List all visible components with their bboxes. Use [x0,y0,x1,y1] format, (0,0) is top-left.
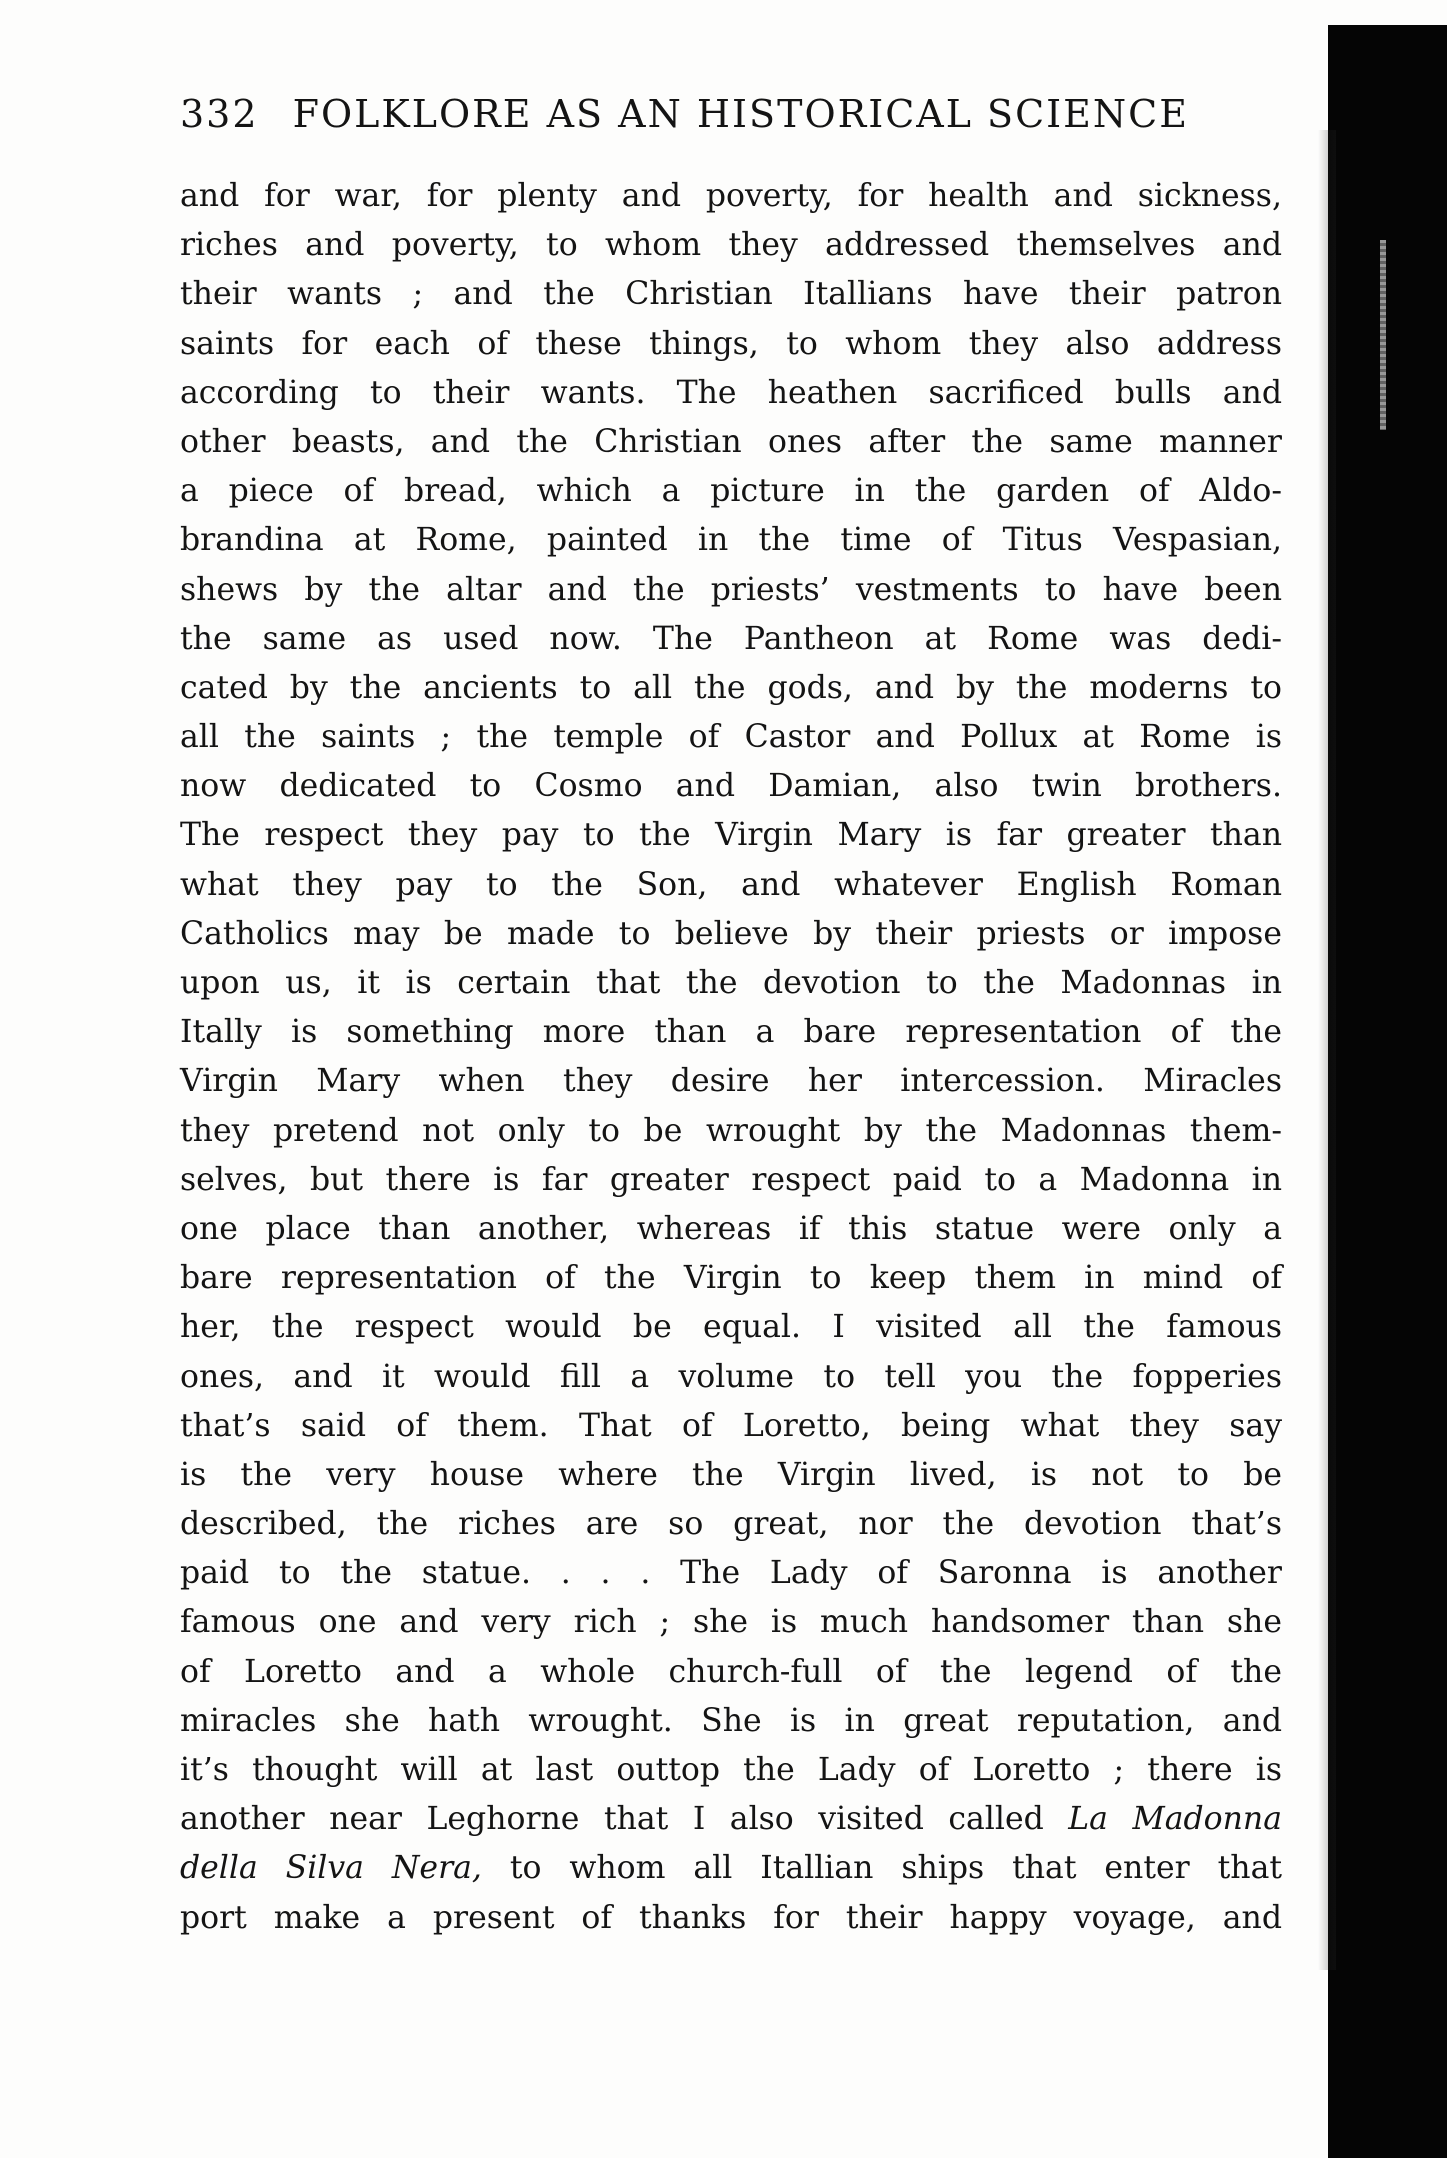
text-line: Virgin Mary when they desire her intercession. Miracles [180,1063,1282,1100]
text-line: upon us, it is certain that the devotion to the Madonnas in [180,965,1282,1001]
text-line: described, the riches are so great, nor the devotion that’s [180,1506,1282,1543]
running-head: FOLKLORE AS AN HISTORICAL SCIENCE [292,92,1189,136]
text-line: of Loretto and a whole church-full of the legend of the [180,1653,1282,1690]
body-text [180,172,1282,1943]
text-line: bare representation of the Virgin to keep them in mind of [180,1260,1282,1297]
text-line-with-italic [180,1844,1282,1893]
text-line: miracles she hath wrought. She is in great reputation, and [180,1702,1282,1739]
page-number: 332 [180,92,259,136]
text-line: ones, and it would fill a volume to tell you the fopperies [180,1358,1282,1395]
text-line: what they pay to the Son, and whatever English Roman [180,866,1282,903]
text-line: now dedicated to Cosmo and Damian, also twin brothers. [180,768,1282,805]
text-line: shews by the altar and the priests’ vestments to have been [180,571,1282,608]
text-line: The respect they pay to the Virgin Mary is far greater than [180,817,1282,854]
text-line: according to their wants. The heathen sacrificed bulls and [180,374,1282,411]
text-line: famous one and very rich ; she is much handsomer than she [180,1604,1282,1641]
text-line: brandina at Rome, painted in the time of Titus Vespasian, [180,522,1282,559]
text-line: Itally is something more than a bare representation of the [180,1014,1282,1051]
text-line: her, the respect would be equal. I visited all the famous [180,1309,1282,1346]
italic-title: della Silva Nera, [180,1850,482,1887]
text-segment: another near Leghorne that I also visited called [180,1801,1044,1838]
text-line: the same as used now. The Pantheon at Rome was dedi- [180,620,1282,657]
text-line: their wants ; and the Christian Itallians have their patron [180,276,1282,313]
text-line: port make a present of thanks for their happy voyage, and [180,1899,1282,1936]
text-line: that’s said of them. That of Loretto, being what they say [180,1407,1282,1444]
text-line: they pretend not only to be wrought by the Madonnas them- [180,1112,1282,1149]
text-line: one place than another, whereas if this statue were only a [180,1210,1282,1247]
page-header [180,92,1282,148]
text-line: Catholics may be made to believe by their priests or impose [180,915,1282,952]
text-line: is the very house where the Virgin lived, is not to be [180,1456,1282,1493]
book-binding-edge [1328,25,1447,2158]
text-line: all the saints ; the temple of Castor and Pollux at Rome is [180,719,1282,756]
text-line: cated by the ancients to all the gods, and by the moderns to [180,669,1282,706]
text-line: paid to the statue. . . . The Lady of Saronna is another [180,1555,1282,1592]
italic-title: La Madonna [1068,1801,1282,1838]
page-gutter-shadow [1318,130,1336,1970]
page-edge-mark [1380,240,1386,430]
text-line: other beasts, and the Christian ones after the same manner [180,423,1282,460]
text-line: and for war, for plenty and poverty, for health and sickness, [180,178,1282,214]
text-line: riches and poverty, to whom they addressed themselves and [180,227,1282,264]
text-line: saints for each of these things, to whom they also address [180,325,1282,362]
text-line-with-italic [180,1795,1282,1844]
text-line: it’s thought will at last outtop the Lady of Loretto ; there is [180,1752,1282,1788]
text-line: selves, but there is far greater respect paid to a Madonna in [180,1161,1282,1198]
text-segment: to whom all Itallian ships that enter that [509,1850,1283,1887]
text-line: a piece of bread, which a picture in the garden of Aldo- [180,473,1282,510]
